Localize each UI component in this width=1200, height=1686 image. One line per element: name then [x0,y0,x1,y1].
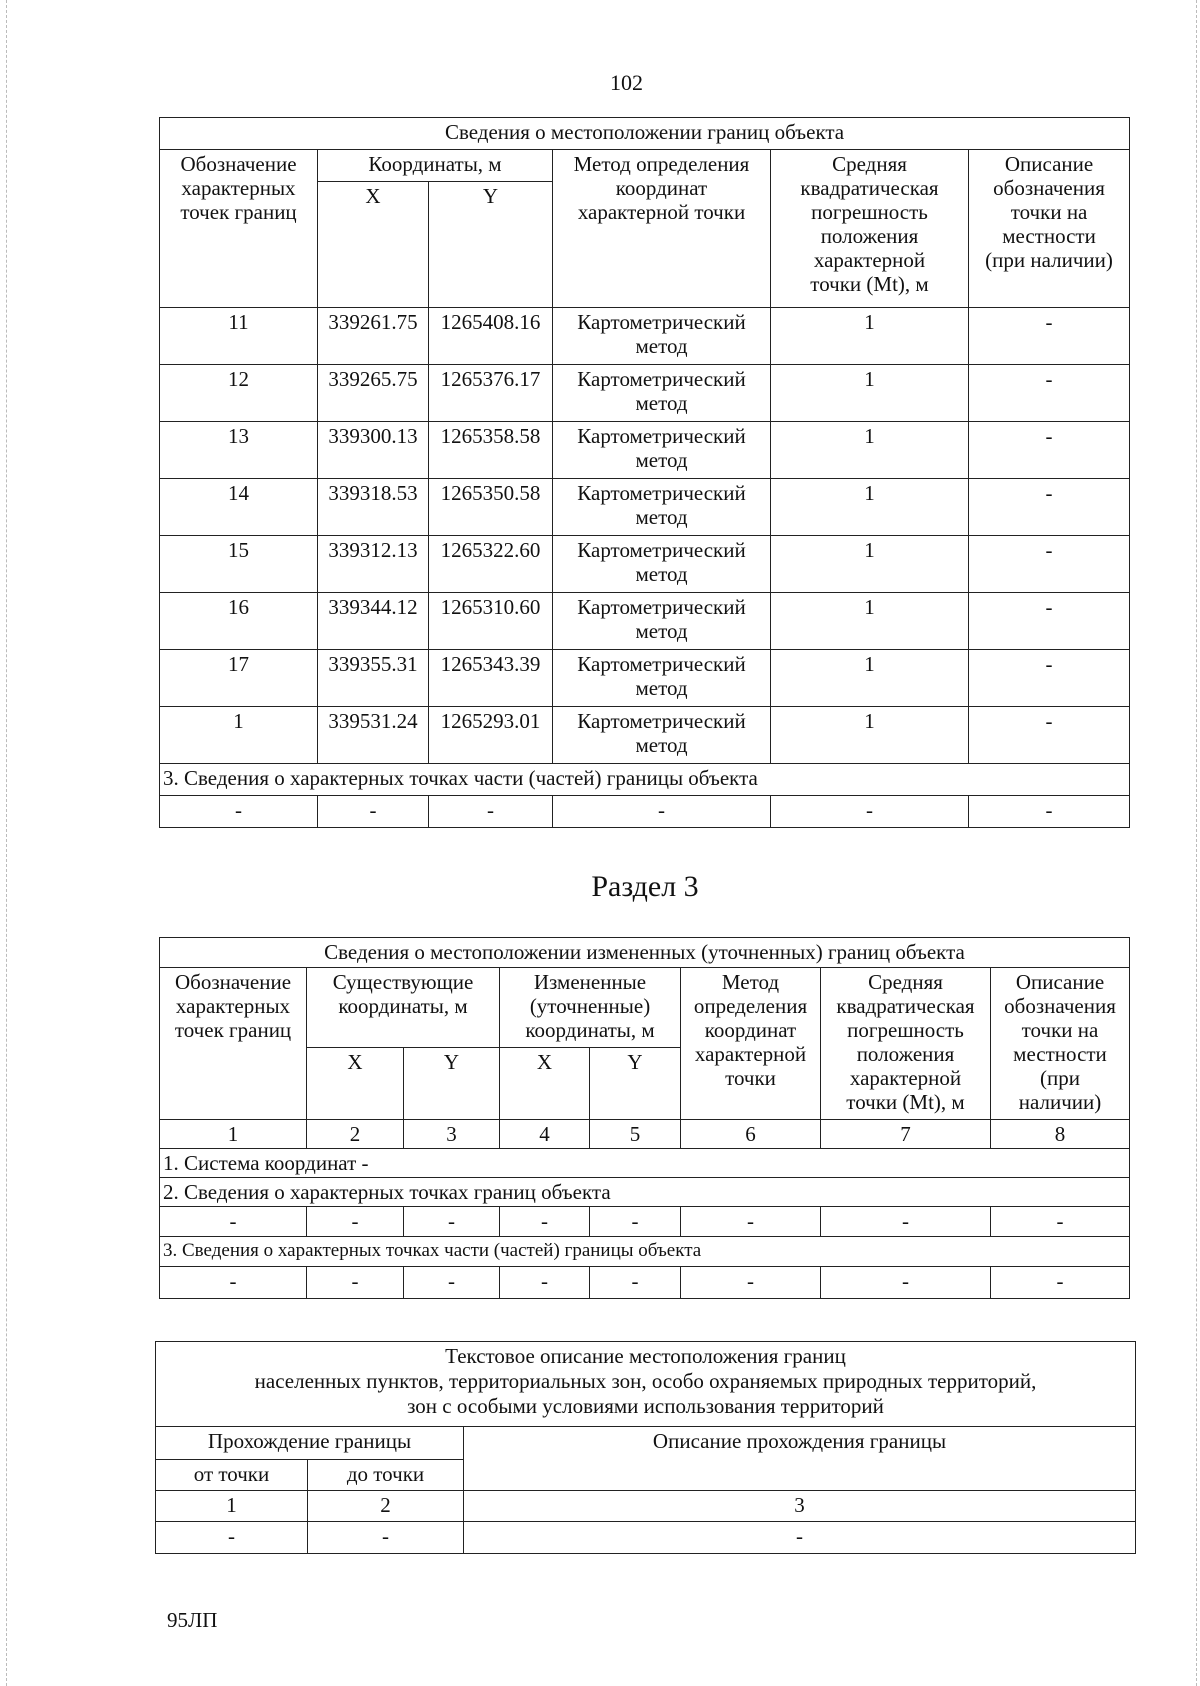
col-error-header: Средняя квадратическая погрешность положения характерной точки (Mt), м [771,150,969,308]
cell-y: 1265310.60 [429,593,553,650]
col-desc-header: Описание обозначения точки на местности (при наличии) [969,150,1130,308]
cell-desc: - [969,707,1130,764]
dash-cell: - [307,1207,404,1237]
dash-cell: - [590,1207,681,1237]
cell-y: 1265376.17 [429,365,553,422]
column-number: 1 [160,1120,307,1149]
column-number: 4 [500,1120,590,1149]
dash-cell: - [429,796,553,828]
cell-method: Картометрический метод [553,593,771,650]
col-coords-header: Координаты, м [318,150,553,182]
cell-x: 339344.12 [318,593,429,650]
col-x-changed: X [500,1048,590,1120]
col-y-existing: Y [404,1048,500,1120]
cell-method: Картометрический метод [553,650,771,707]
dash-cell: - [681,1207,821,1237]
cell-error: 1 [771,650,969,707]
cell-x: 339300.13 [318,422,429,479]
column-number: 6 [681,1120,821,1149]
cell-x: 339312.13 [318,536,429,593]
cell-error: 1 [771,707,969,764]
column-number: 5 [590,1120,681,1149]
dash-cell: - [500,1267,590,1299]
dash-cell: - [590,1267,681,1299]
changed-boundaries-table [159,937,1130,1299]
column-number: 3 [464,1491,1136,1522]
cell-error: 1 [771,422,969,479]
cell-y: 1265408.16 [429,308,553,365]
col-changed-header: Измененные (уточненные) координаты, м [500,968,681,1048]
cell-method: Картометрический метод [553,308,771,365]
scan-edge-left [6,0,7,1686]
cell-error: 1 [771,365,969,422]
table-title: Сведения о местоположении измененных (уточненных) границ объекта [160,938,1130,968]
cell-method: Картометрический метод [553,365,771,422]
col-method-header: Метод определения координат характерной точки [681,968,821,1120]
dash-cell: - [160,1267,307,1299]
col-x-existing: X [307,1048,404,1120]
dash-cell: - [681,1267,821,1299]
dash-cell: - [307,1267,404,1299]
dash-cell: - [821,1267,991,1299]
dash-cell: - [991,1267,1130,1299]
cell-desc: - [969,422,1130,479]
cell-point: 1 [160,707,318,764]
table-row [160,422,1130,479]
col-from-header: от точки [156,1460,308,1491]
col-to-header: до точки [308,1460,464,1491]
cell-desc: - [969,308,1130,365]
col-passage-header: Прохождение границы [156,1427,464,1460]
dash-cell: - [160,1207,307,1237]
col-method-header: Метод определения координат характерной точки [553,150,771,308]
scan-edge-right [1196,0,1197,1686]
cell-method: Картометрический метод [553,422,771,479]
section3-label: 3. Сведения о характерных точках части (частей) границы объекта [160,764,1130,796]
table-row [160,365,1130,422]
cell-point: 11 [160,308,318,365]
dash-cell: - [156,1522,308,1554]
dash-cell: - [318,796,429,828]
page-number: 102 [610,70,643,95]
dash-cell: - [308,1522,464,1554]
cell-x: 339355.31 [318,650,429,707]
dash-cell: - [553,796,771,828]
cell-desc: - [969,365,1130,422]
column-number: 7 [821,1120,991,1149]
cell-error: 1 [771,536,969,593]
cell-desc: - [969,593,1130,650]
cell-point: 17 [160,650,318,707]
cell-y: 1265343.39 [429,650,553,707]
cell-error: 1 [771,479,969,536]
dash-cell: - [464,1522,1136,1554]
boundary-points-table [159,117,1130,828]
col-existing-header: Существующие координаты, м [307,968,500,1048]
cell-error: 1 [771,308,969,365]
col-y-header: Y [429,182,553,308]
table-row [160,479,1130,536]
table-row [160,650,1130,707]
part-points-row: 3. Сведения о характерных точках части (частей) границы объекта [160,1237,1130,1267]
boundary-points-row: 2. Сведения о характерных точках границ объекта [160,1178,1130,1207]
col-x-header: X [318,182,429,308]
dash-cell: - [771,796,969,828]
table-row [160,707,1130,764]
table-row [160,308,1130,365]
column-number: 2 [308,1491,464,1522]
table-row [160,593,1130,650]
col-desc-header: Описание прохождения границы [464,1427,1136,1491]
section-heading: Раздел 3 [591,870,699,903]
cell-point: 13 [160,422,318,479]
cell-point: 12 [160,365,318,422]
cell-y: 1265293.01 [429,707,553,764]
dash-cell: - [404,1267,500,1299]
col-point-header: Обозначение характерных точек границ [160,968,307,1120]
cell-x: 339531.24 [318,707,429,764]
coordinate-system-row: 1. Система координат - [160,1149,1130,1178]
cell-method: Картометрический метод [553,707,771,764]
dash-cell: - [821,1207,991,1237]
cell-point: 15 [160,536,318,593]
cell-x: 339261.75 [318,308,429,365]
text-description-table [155,1341,1136,1554]
dash-cell: - [991,1207,1130,1237]
cell-point: 16 [160,593,318,650]
cell-y: 1265350.58 [429,479,553,536]
dash-cell: - [500,1207,590,1237]
cell-desc: - [969,650,1130,707]
table-title: Текстовое описание местоположения границ населенных пунктов, территориальных зон, особо охраняемых природных территорий, зон с особыми условиями использования территорий [156,1342,1136,1427]
dash-cell: - [969,796,1130,828]
cell-point: 14 [160,479,318,536]
dash-cell: - [404,1207,500,1237]
col-desc-header: Описание обозначения точки на местности (при наличии) [991,968,1130,1120]
cell-x: 339318.53 [318,479,429,536]
table-row [160,536,1130,593]
cell-error: 1 [771,593,969,650]
cell-method: Картометрический метод [553,536,771,593]
column-number: 2 [307,1120,404,1149]
column-number: 8 [991,1120,1130,1149]
col-y-changed: Y [590,1048,681,1120]
col-error-header: Средняя квадратическая погрешность положения характерной точки (Mt), м [821,968,991,1120]
column-number: 1 [156,1491,308,1522]
footer-code: 95ЛП [167,1608,218,1632]
table-title: Сведения о местоположении границ объекта [160,118,1130,150]
column-number: 3 [404,1120,500,1149]
cell-y: 1265358.58 [429,422,553,479]
col-point-header: Обозначение характерных точек границ [160,150,318,308]
cell-y: 1265322.60 [429,536,553,593]
cell-x: 339265.75 [318,365,429,422]
dash-cell: - [160,796,318,828]
cell-desc: - [969,536,1130,593]
cell-method: Картометрический метод [553,479,771,536]
cell-desc: - [969,479,1130,536]
